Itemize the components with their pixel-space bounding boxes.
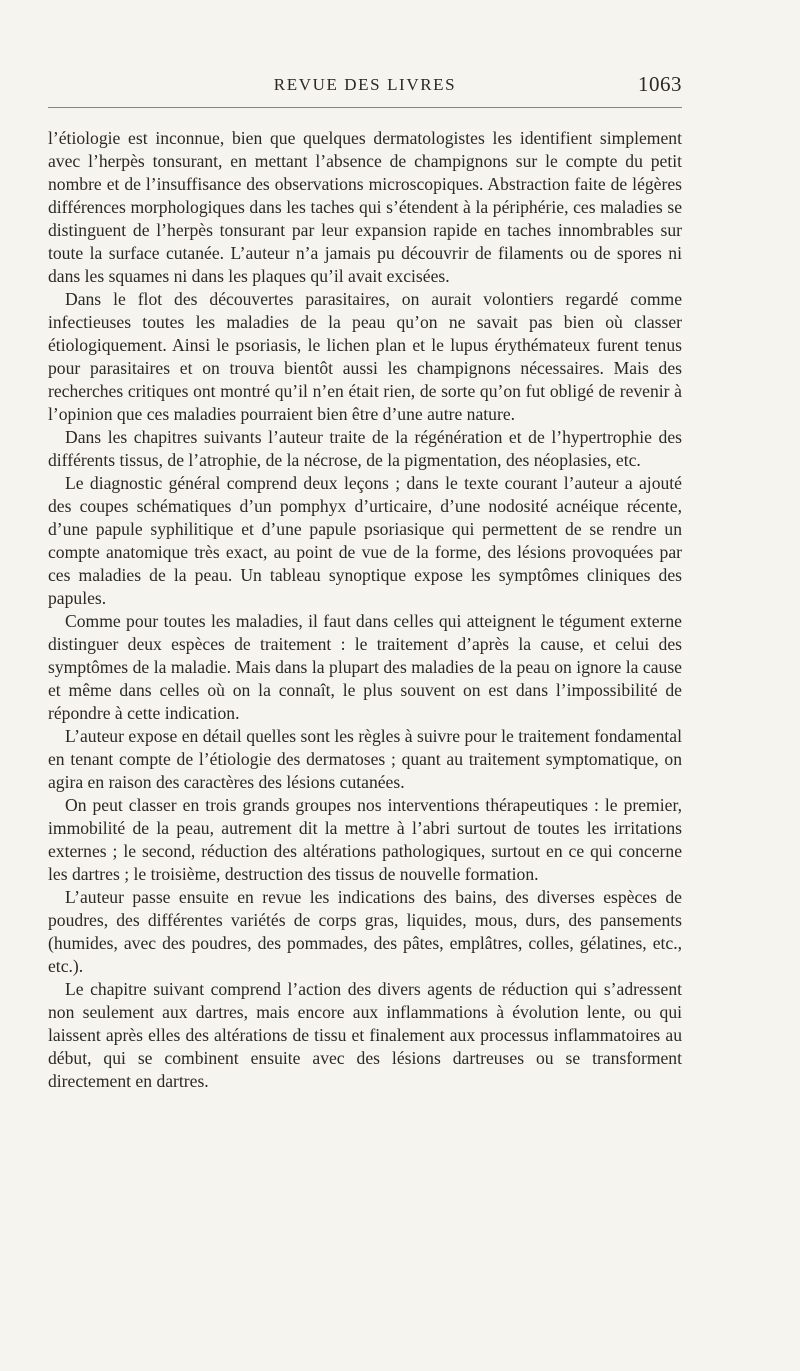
running-title: REVUE DES LIVRES [273,75,457,94]
body-text [48,127,682,1093]
paragraph-general-diagnosis: Le diagnostic général comprend deux leçons ; dans le texte courant l’auteur a ajouté des coupes schématiques d’un pomphyx d’urticaire, d’une nodosité acnéique récente, d’une papule syphilitique et d’une papule psoriasique qui permettent de se rendre un compte anatomique très exact, au point de vue de la forme, des lésions provoquées par ces maladies de la peau. Un tableau synoptique expose les symptômes cliniques des papules. [48,473,682,608]
paragraph-etiology: l’étiologie est inconnue, bien que quelques dermatologistes les identifient simplement avec l’herpès tonsurant, en mettant l’absence de champignons sur le compte du petit nombre et de l’insuffisance des observations microscopiques. Abstraction faite de légères différences morphologiques dans les taches qui s’étendent à la périphérie, ces maladies se distinguent de l’herpès tonsurant par leur expansion rapide en taches innombrables sur toute la surface cutanée. L’auteur n’a jamais pu découvrir de filaments ou de spores ni dans les squames ni dans les plaques qu’il avait excisées. [48,128,682,286]
running-head [48,74,682,98]
paragraph-parasitic-discoveries: Dans le flot des découvertes parasitaires, on aurait volontiers regardé comme infectieuses toutes les maladies de la peau qu’on ne savait pas bien où classer étiologiquement. Ainsi le psoriasis, le lichen plan et le lupus érythémateux furent tenus pour parasitaires et on trouva bientôt aussi les champignons nécessaires. Mais des recherches critiques ont montré qu’il n’en était rien, de sorte qu’on fut obligé de revenir à l’opinion que ces maladies pourraient bien être d’une autre nature. [48,289,682,424]
paragraph-therapeutic-groups: On peut classer en trois grands groupes nos interventions thérapeutiques : le premier, immobilité de la peau, autrement dit la mettre à l’abri surtout de toutes les irritations externes ; le second, réduction des altérations pathologiques, surtout en ce qui concerne les dartres ; le troisième, destruction des tissus de nouvelle formation. [48,795,682,884]
paragraph-fundamental-treatment: L’auteur expose en détail quelles sont les règles à suivre pour le traitement fondamental en tenant compte de l’étiologie des dermatoses ; quant au traitement symptomatique, on agira en raison des caractères des lésions cutanées. [48,726,682,792]
paragraph-baths-powders: L’auteur passe ensuite en revue les indications des bains, des diverses espèces de poudres, des différentes variétés de corps gras, liquides, mous, durs, des pansements (humides, avec des poudres, des pommades, des pâtes, emplâtres, colles, gélatines, etc., etc.). [48,887,682,976]
paragraph-reduction-agents: Le chapitre suivant comprend l’action des divers agents de réduction qui s’adressent non seulement aux dartres, mais encore aux inflammations à évolution lente, ou qui laissent après elles des altérations de tissu et finalement aux processus inflammatoires au début, qui se combinent ensuite avec des lésions dartreuses ou se transforment directement en dartres. [48,979,682,1091]
header-rule [48,107,682,108]
paragraph-following-chapters: Dans les chapitres suivants l’auteur traite de la régénération et de l’hypertrophie des différents tissus, de l’atrophie, de la nécrose, de la pigmentation, des néoplasies, etc. [48,427,682,470]
page-number: 1063 [638,72,682,96]
paragraph-treatment-types: Comme pour toutes les maladies, il faut dans celles qui atteignent le tégument externe distinguer deux espèces de traitement : le traitement d’après la cause, et celui des symptômes de la maladie. Mais dans la plupart des maladies de la peau on ignore la cause et même dans celles où on la connaît, le plus souvent on est dans l’impossibilité de répondre à cette indication. [48,611,682,723]
